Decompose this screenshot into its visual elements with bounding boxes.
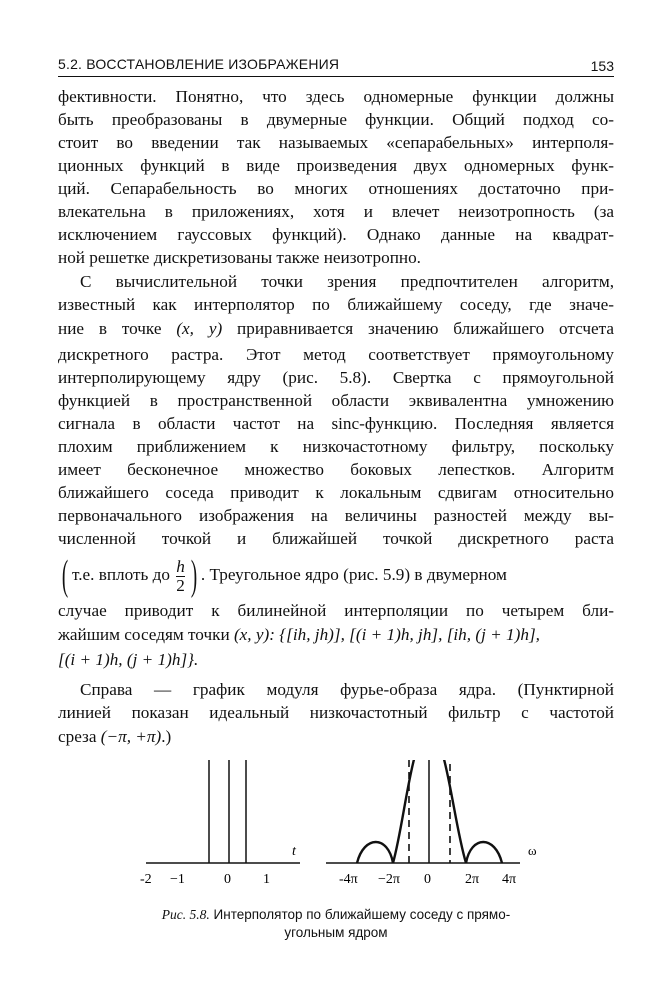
text-line: С вычислительной точки зрения предпочтителен алгоритм, xyxy=(80,272,614,291)
text-line: линией показан идеальный низкочастотный фильтр с частотой xyxy=(58,703,614,722)
rect-kernel-plot xyxy=(140,760,300,887)
fraction-h-over-2: $\frac{h}{2}$ xyxy=(176,556,185,595)
tick-label: −1 xyxy=(170,872,185,887)
text-line-fraction: ( т.е. вплоть до $\frac{h}{2}$ ) . Треугольное ядро (рис. 5.9) в двумерном xyxy=(61,553,507,600)
text-line: численной точкой и ближайшей точкой дискретного раста xyxy=(58,529,614,548)
t-axis-label: t xyxy=(292,844,296,859)
tick-label: 4π xyxy=(502,872,517,887)
tick-label: 2π xyxy=(465,872,480,887)
text-line: интерполирующему ядру (рис. 5.8). Свертка с прямоугольной xyxy=(58,368,614,387)
text-line: влекательна в приложениях, хотя и влечет неизотропность (за xyxy=(58,202,614,221)
spectrum-plot xyxy=(326,760,537,887)
text-line: имеет бесконечное множество боковых лепестков. Алгоритм xyxy=(58,460,614,479)
tick-label: -4π xyxy=(339,872,358,887)
math-xy: (x, y) xyxy=(176,319,223,338)
tick-label: −2π xyxy=(378,872,400,887)
text-line: ной решетке дискретизованы также неизотропно. xyxy=(58,248,421,267)
text-line: ционных функций в виде произведения двух одномерных функ- xyxy=(58,156,614,175)
text-line-with-math: жайшим соседям точки (x, y): {[ih, jh)], [(i + 1)h, jh], [ih, (j + 1)h], xyxy=(58,625,540,644)
text-line: исключением гауссовых функций). Однако данные на квадрат- xyxy=(58,225,614,244)
text-line: дискретного растра. Этот метод соответствует прямоугольному xyxy=(58,345,614,364)
rect-pulse xyxy=(209,760,246,863)
side-lobe-right xyxy=(466,842,502,863)
section-title: 5.2. ВОССТАНОВЛЕНИЕ ИЗОБРАЖЕНИЯ xyxy=(58,56,340,72)
running-header xyxy=(58,52,614,77)
text-line-with-math: среза (−π, +π).) xyxy=(58,727,172,746)
caption-number: Рис. 5.8. xyxy=(161,907,210,922)
figure-caption: Рис. 5.8. Интерполятор по ближайшему соседу с прямо- xyxy=(161,907,511,922)
omega-axis-label: ω xyxy=(528,843,537,858)
text-line: первоначального изображения на величины разностей между вы- xyxy=(58,506,614,525)
figure-caption-line2: угольным ядром xyxy=(284,925,388,940)
text-line-math: [(i + 1)h, (j + 1)h]}. xyxy=(58,650,199,669)
text-line: стоит во введении так называемых «сепарабельных» интерполя- xyxy=(58,133,614,152)
text-line: ций. Сепарабельность во многих отношениях достаточно при- xyxy=(58,179,614,198)
text-line: фективности. Понятно, что здесь одномерные функции должны xyxy=(58,87,614,106)
text-line: быть преобразованы в двумерные функции. Общий подход со- xyxy=(58,110,614,129)
figure-5-8 xyxy=(0,760,660,910)
side-lobe-left xyxy=(357,842,393,863)
text-line: Справа — график модуля фурье-образа ядра. (Пунктирной xyxy=(80,680,614,699)
tick-label: -2 xyxy=(140,872,152,887)
text-line-with-math: ние в точке (x, y) приравнивается значению ближайшего отсчета xyxy=(58,319,615,338)
page-number: 153 xyxy=(590,58,614,74)
text-line: сигнала в области частот на sinc-функцию. Последняя является xyxy=(58,414,614,433)
text-line: случае приводит к билинейной интерполяции по четырем бли- xyxy=(58,601,614,620)
tick-label: 0 xyxy=(224,872,231,887)
text-line: известный как интерполятор по ближайшему соседу, где значе- xyxy=(58,295,614,314)
text-line: функцией в пространственной области эквивалентна умножению xyxy=(58,391,614,410)
math-neighbors: (x, y): {[ih, jh)], [(i + 1)h, jh], [ih, (j + 1)h], xyxy=(233,625,540,644)
text-line: плохим приближением к низкочастотному фильтру, поскольку xyxy=(58,437,614,456)
tick-label: 1 xyxy=(263,872,270,887)
text-line: ближайшего соседа приводит к локальным сдвигам относительно xyxy=(58,483,614,502)
tick-label: 0 xyxy=(424,872,431,887)
